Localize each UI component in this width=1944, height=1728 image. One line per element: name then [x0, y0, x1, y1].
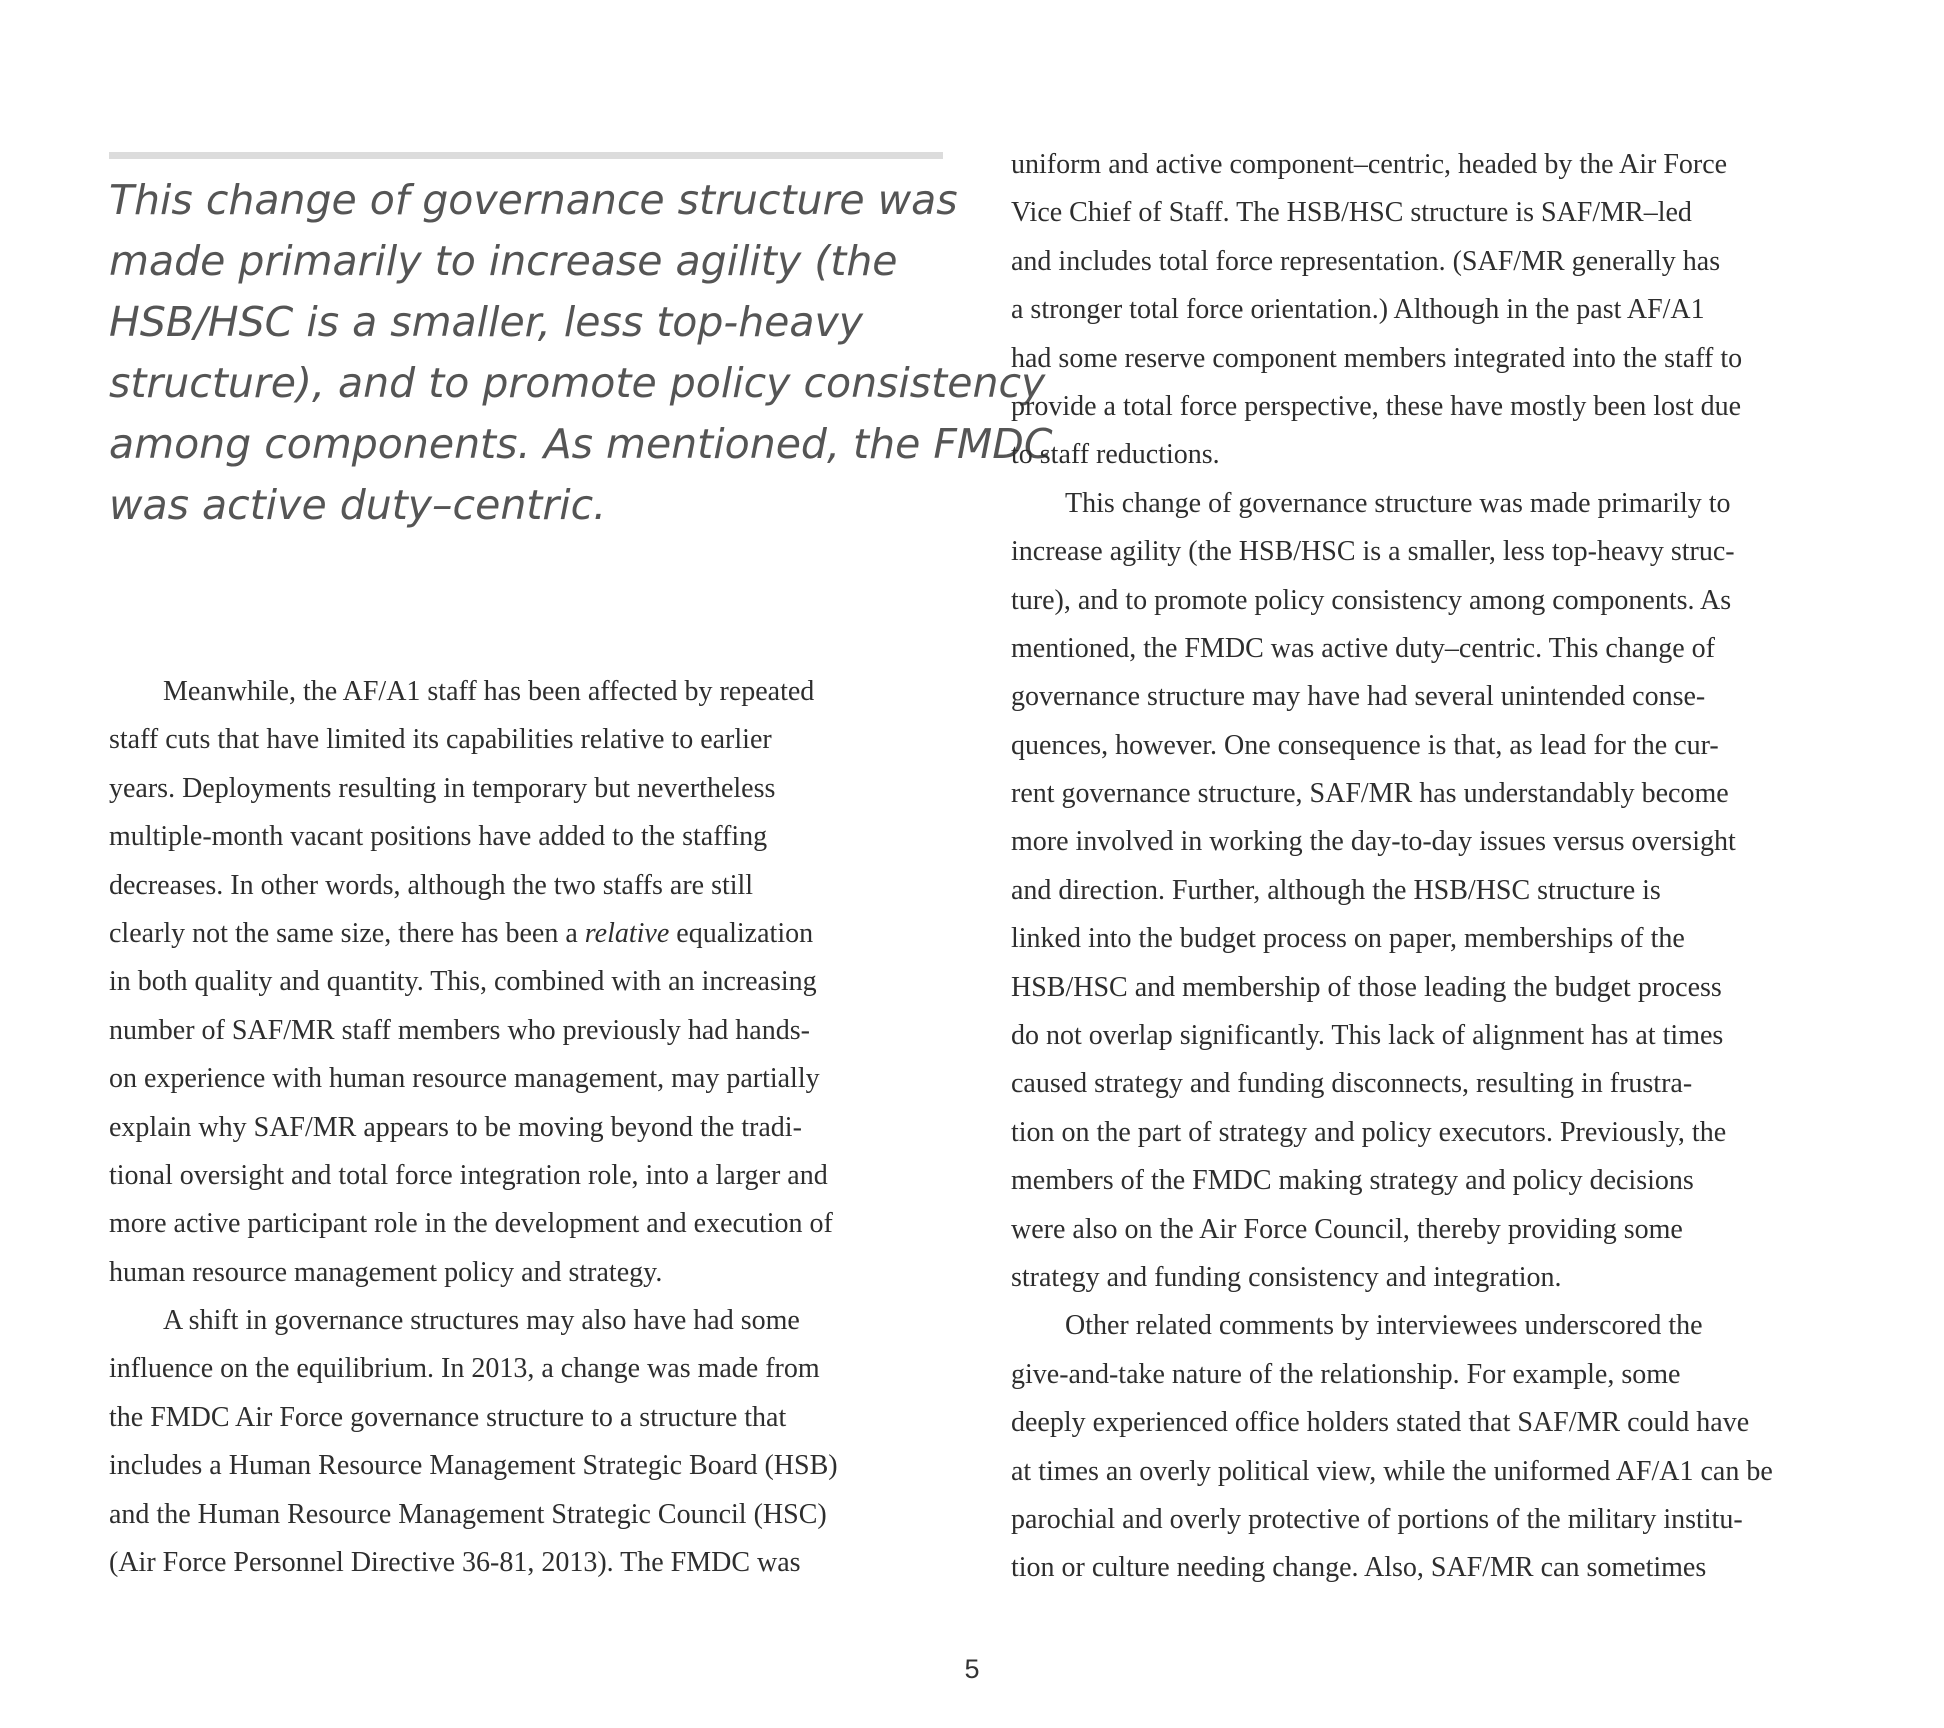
body-line: Other related comments by interviewees underscored the	[1065, 1310, 1703, 1342]
body-line: explain why SAF/MR appears to be moving beyond the tradi-	[109, 1111, 802, 1143]
body-line: HSB/HSC and membership of those leading the budget process	[1011, 971, 1722, 1003]
body-line	[109, 910, 969, 958]
body-line: number of SAF/MR staff members who previously had hands-	[109, 1014, 810, 1046]
body-line: more active participant role in the development and execution of	[109, 1208, 833, 1240]
body-line: and the Human Resource Management Strategic Council (HSC)	[109, 1498, 827, 1530]
body-line: human resource management policy and strategy.	[109, 1256, 663, 1288]
body-line-segment: equalization	[669, 917, 814, 949]
pullquote-line: structure), and to promote policy consistency	[109, 359, 1046, 407]
body-line: members of the FMDC making strategy and policy decisions	[1011, 1165, 1694, 1197]
body-line: This change of governance structure was made primarily to	[1065, 487, 1731, 519]
body-line: tional oversight and total force integration role, into a larger and	[109, 1159, 828, 1191]
body-line: uniform and active component–centric, headed by the Air Force	[1011, 149, 1728, 180]
body-line-segment: clearly not the same size, there has been a	[109, 917, 585, 949]
body-line: includes a Human Resource Management Strategic Board (HSB)	[109, 1450, 838, 1482]
body-line: years. Deployments resulting in temporary but nevertheless	[109, 772, 776, 804]
body-line: provide a total force perspective, these have mostly been lost due	[1011, 390, 1742, 422]
body-line: tion on the part of strategy and policy executors. Previously, the	[1011, 1116, 1727, 1148]
body-line: staff cuts that have limited its capabilities relative to earlier	[109, 724, 772, 756]
body-line: to staff reductions.	[1011, 439, 1220, 471]
body-line: strategy and funding consistency and integration.	[1011, 1261, 1562, 1293]
body-line: more involved in working the day-to-day issues versus oversight	[1011, 826, 1736, 858]
pullquote-line: was active duty–centric.	[109, 481, 607, 529]
body-line: caused strategy and funding disconnects, resulting in frustra-	[1011, 1068, 1693, 1100]
body-line: A shift in governance structures may also have had some	[163, 1305, 800, 1337]
body-line: at times an overly political view, while the uniformed AF/A1 can be	[1011, 1455, 1773, 1487]
right-column	[1011, 141, 1871, 1593]
body-line: do not overlap significantly. This lack of alignment has at times	[1011, 1020, 1724, 1052]
left-column	[109, 668, 969, 1587]
body-line: ture), and to promote policy consistency among components. As	[1011, 584, 1732, 616]
body-line: (Air Force Personnel Directive 36-81, 2013). The FMDC was	[109, 1547, 801, 1579]
body-line: on experience with human resource management, may partially	[109, 1063, 820, 1095]
page-number: 5	[964, 1654, 980, 1684]
body-line: influence on the equilibrium. In 2013, a change was made from	[109, 1353, 820, 1385]
body-line: and direction. Further, although the HSB/HSC structure is	[1011, 874, 1661, 906]
body-line: Vice Chief of Staff. The HSB/HSC structure is SAF/MR–led	[1011, 197, 1692, 229]
body-line: had some reserve component members integrated into the staff to	[1011, 342, 1743, 374]
body-line: a stronger total force orientation.) Although in the past AF/A1	[1011, 294, 1705, 326]
pullquote-line: among components. As mentioned, the FMDC	[109, 420, 1053, 468]
body-line: the FMDC Air Force governance structure to a structure that	[109, 1401, 787, 1433]
pullquote-line: This change of governance structure was	[109, 176, 958, 224]
body-line: multiple-month vacant positions have added to the staffing	[109, 821, 768, 853]
body-line: give-and-take nature of the relationship. For example, some	[1011, 1358, 1681, 1390]
body-line: and includes total force representation. (SAF/MR generally has	[1011, 245, 1721, 277]
body-line: parochial and overly protective of portions of the military institu-	[1011, 1503, 1743, 1535]
pullquote-line: HSB/HSC is a smaller, less top-heavy	[109, 298, 864, 346]
body-line: increase agility (the HSB/HSC is a smaller, less top-heavy struc-	[1011, 536, 1735, 568]
emphasis-relative: relative	[584, 917, 670, 949]
pullquote-rule	[109, 152, 943, 159]
body-line: deeply experienced office holders stated that SAF/MR could have	[1011, 1407, 1750, 1439]
pullquote-line: made primarily to increase agility (the	[109, 237, 898, 285]
body-line: governance structure may have had several unintended conse-	[1011, 681, 1706, 713]
body-line: were also on the Air Force Council, thereby providing some	[1011, 1213, 1683, 1245]
body-line: mentioned, the FMDC was active duty–centric. This change of	[1011, 632, 1715, 664]
body-line: linked into the budget process on paper, memberships of the	[1011, 923, 1685, 955]
body-line: Meanwhile, the AF/A1 staff has been affected by repeated	[163, 676, 815, 707]
body-line: in both quality and quantity. This, combined with an increasing	[109, 966, 817, 998]
body-line: rent governance structure, SAF/MR has understandably become	[1011, 778, 1729, 810]
body-line: decreases. In other words, although the two staffs are still	[109, 869, 754, 901]
body-line: quences, however. One consequence is that, as lead for the cur-	[1011, 729, 1719, 761]
body-line: tion or culture needing change. Also, SAF/MR can sometimes	[1011, 1552, 1707, 1584]
pullquote	[109, 170, 1053, 536]
